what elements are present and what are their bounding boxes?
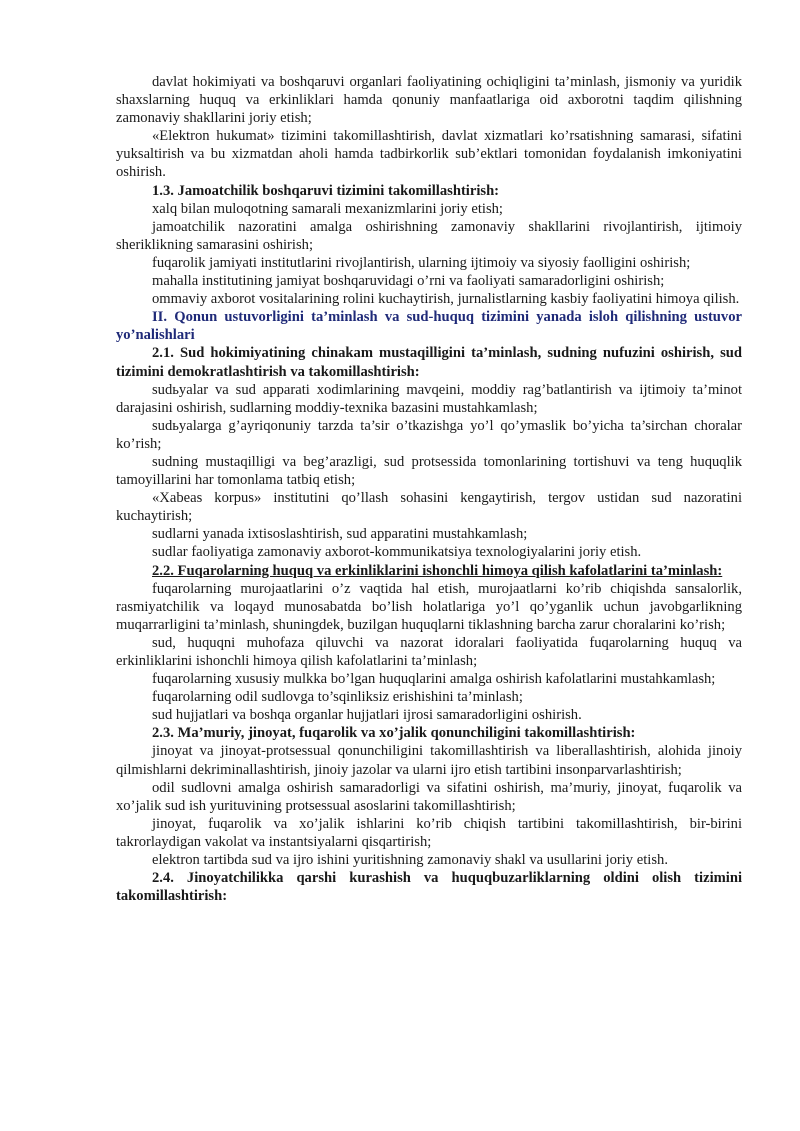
paragraph: sudьyalar va sud apparati xodimlarining mavqeini, moddiy rag’batlantirish va ijtimoiy ta’minot darajasini oshirish, sudlarning moddiy-texnika bazasini mustahkamlash; — [116, 381, 742, 416]
paragraph: sudlar faoliyatiga zamonaviy axborot-kommunikatsiya texnologiyalarini joriy etish. — [152, 544, 642, 561]
paragraph: sudьyalarga g’ayriqonuniy tarzda ta’sir o’tkazishga yo’l qo’ymaslik bo’yicha ta’sirchan choralar ko’rish; — [116, 417, 742, 452]
section-heading: 2.2. Fuqarolarning huquq va erkinliklarini ishonchli himoya qilish kafolatlarini ta’minlash: — [152, 562, 723, 579]
paragraph: sudlarni yanada ixtisoslashtirish, sud apparatini mustahkamlash; — [152, 526, 528, 543]
paragraph: mahalla institutining jamiyat boshqaruvidagi o’rni va faoliyati samaradorligini oshirish; — [152, 273, 665, 290]
paragraph: jinoyat, fuqarolik va xo’jalik ishlarini ko’rib chiqish tartibini takomillashtirish, bir-birini takrorlaydigan vakolat va instantsiyalarni qisqartirish; — [116, 815, 742, 850]
paragraph: «Xabeas korpus» institutini qo’llash sohasini kengaytirish, tergov ustidan sud nazoratini kuchaytirish; — [116, 490, 742, 525]
section-heading: 2.3. Ma’muriy, jinoyat, fuqarolik va xo’jalik qonunchiligini takomillashtirish: — [152, 725, 636, 742]
paragraph: jinoyat va jinoyat-protsessual qonunchiligini takomillashtirish va liberallashtirish, alohida jinoiy qilmishlarni dekriminallashtirish, jinoiy jazolar va ularni ijro etish tartibini insonparvarlashtirish; — [116, 743, 742, 778]
paragraph: davlat hokimiyati va boshqaruvi organlari faoliyatining ochiqligini ta’minlash, jismoniy va yuridik shaxslarning huquq va erkinliklari hamda qonuniy manfaatlariga oid axborotni taqdim qilishning zamonaviy shakllarini joriy etish; — [116, 74, 742, 127]
document-page — [116, 73, 742, 905]
paragraph: ommaviy axborot vositalarining rolini kuchaytirish, jurnalistlarning kasbiy faoliyatini himoya qilish. — [152, 291, 740, 308]
section-heading: 2.1. Sud hokimiyatining chinakam mustaqilligini ta’minlash, sudning nufuzini oshirish, sud tizimini demokratlashtirish va takomillashtirish: — [116, 345, 742, 380]
paragraph: xalq bilan muloqotning samarali mexanizmlarini joriy etish; — [152, 200, 503, 217]
paragraph: fuqarolik jamiyati institutlarini rivojlantirish, ularning ijtimoiy va siyosiy faolligini oshirish; — [152, 254, 691, 271]
section-heading: 1.3. Jamoatchilik boshqaruvi tizimini takomillashtirish: — [152, 182, 500, 199]
paragraph: jamoatchilik nazoratini amalga oshirishning zamonaviy shakllarini rivojlantirish, ijtimoiy sheriklikning samarasini oshirish; — [116, 218, 742, 253]
paragraph: fuqarolarning murojaatlarini o’z vaqtida hal etish, murojaatlarni ko’rib chiqishda sansalorlik, rasmiyatchilik va loqayd munosabatda bo’lish holatlariga yo’l qo’yganlik uchun javobgarlikning muqarrarligini ta’minlash, shuningdek, buzilgan huquqlarni tiklashning barcha zarur choralarini ko’rish; — [116, 580, 742, 633]
paragraph: sudning mustaqilligi va beg’arazligi, sud protsessida tomonlarining tortishuvi va teng huquqlik tamoyillarini har tomonlama tatbiq etish; — [116, 453, 742, 489]
paragraph: sud hujjatlari va boshqa organlar hujjatlari ijrosi samaradorligini oshirish. — [152, 707, 582, 724]
paragraph: fuqarolarning odil sudlovga to’sqinliksiz erishishini ta’minlash; — [152, 689, 523, 706]
paragraph: «Elektron hukumat» tizimini takomillashtirish, davlat xizmatlari ko’rsatishning samarasi, sifatini yuksaltirish va bu xizmatdan aholi hamda tadbirkorlik sub’ektlari tomonidan foydalanish imkoniyatini oshirish. — [116, 128, 742, 181]
paragraph: fuqarolarning xususiy mulkka bo’lgan huquqlarini amalga oshirish kafolatlarini mustahkamlash; — [152, 671, 716, 688]
section-heading: 2.4. Jinoyatchilikka qarshi kurashish va huquqbuzarliklarning oldini olish tizimini takomillashtirish: — [116, 870, 742, 905]
paragraph: sud, huquqni muhofaza qiluvchi va nazorat idoralari faoliyatida fuqarolarning huquq va erkinliklarini ishonchli himoya qilish kafolatlarini ta’minlash; — [116, 634, 742, 669]
section-heading: II. Qonun ustuvorligini ta’minlash va sud-huquq tizimini yanada isloh qilishning ustuvor yo’nalishlari — [116, 309, 742, 344]
paragraph: odil sudlovni amalga oshirish samaradorligi va sifatini oshirish, ma’muriy, jinoyat, fuqarolik va xo’jalik sud ish yurituvining protsessual asoslarini takomillashtirish; — [116, 779, 742, 814]
paragraph: elektron tartibda sud va ijro ishini yuritishning zamonaviy shakl va usullarini joriy etish. — [152, 852, 668, 869]
